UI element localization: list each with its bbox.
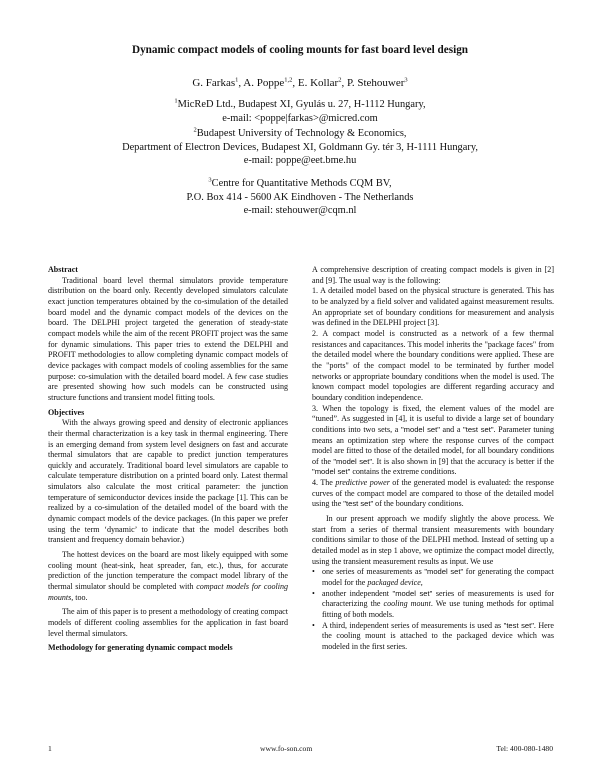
keyword: "model set" <box>312 467 351 477</box>
author-name: P. Stehouwer <box>346 77 405 89</box>
affiliation-email: e-mail: stehouwer@cqm.nl <box>243 205 357 217</box>
bullet-list <box>312 567 554 652</box>
text-run: contains the extreme conditions. <box>350 467 457 477</box>
text-run: The hottest devices on the board are most likely equipped with some cooling mount (heat-sink, heat spreader, fan, etc.), thus, for accurate prediction of the junction temperature the compact model library of the thermal simulator should be completed with <box>48 550 288 592</box>
text-run: 3. When the topology is fixed, the element values of the model are “tuned”. As suggested in [4], it is useful to divide a large set of boundary conditions into two sets, a <box>312 403 554 434</box>
footer-phone: Tel: 400-080-1480 <box>496 744 553 753</box>
affiliation-line: Centre for Quantitative Methods CQM BV, <box>211 178 392 189</box>
author-sup: 3 <box>404 76 408 84</box>
step-3 <box>312 404 554 479</box>
affiliation-email: e-mail: <poppe|farkas>@micred.com <box>222 112 378 124</box>
keyword: "model set" <box>400 424 440 434</box>
intro-paragraph: A comprehensive description of creating compact models is given in [2] and [9]. The usual way is the following: <box>312 265 554 285</box>
text-run: . We use tuning methods for optimal fitting of both models. <box>322 599 554 619</box>
emphasis: packaged device <box>367 578 421 588</box>
affiliation-sup: 2 <box>193 126 197 134</box>
author-line: G. Farkas$^1$, A. Poppe$^{1,2}$, E. Kollar$^2$, P. Stehouwer$^3$ <box>192 76 408 89</box>
bullet-icon: • <box>312 620 315 630</box>
text-run: . It is also shown in [9] that the accuracy is better if the <box>372 456 554 466</box>
text-run: of the generated model is evaluated: the response curves of the compact model are compared to those of the detailed model using the <box>312 478 554 509</box>
affiliation-line: P.O. Box 414 - 5600 AK Eindhoven - The Netherlands <box>186 191 414 203</box>
affiliation-email: e-mail: poppe@eet.bme.hu <box>243 155 357 167</box>
affiliation-1 <box>0 98 600 125</box>
affiliation-line: Budapest University of Technology & Economics, <box>196 128 407 139</box>
affiliation-3 <box>0 177 600 218</box>
keyword: "test set" <box>343 499 374 509</box>
abstract-heading: Abstract <box>48 265 78 274</box>
text-run: for generating the compact model for the <box>322 567 554 588</box>
author-sup: 1,2 <box>284 76 293 84</box>
keyword: "model set" <box>392 588 433 598</box>
bullet-icon: • <box>312 567 315 577</box>
keyword: "model set" <box>424 567 464 577</box>
text-run: . Here the cooling mount is attached to the packaged device which was modeled in the first series. <box>322 620 554 651</box>
emphasis: compact models for cooling mounts <box>48 582 289 602</box>
text-run: and a <box>439 424 464 434</box>
step-4 <box>312 478 554 510</box>
keyword: "model set" <box>333 456 373 466</box>
keyword: "test set" <box>503 620 534 630</box>
author-sup: 2 <box>338 76 342 84</box>
bullet-icon: • <box>312 588 315 598</box>
text-run: 4. The <box>312 478 336 488</box>
author-name: A. Poppe <box>243 77 285 89</box>
step-2: 2. A compact model is constructed as a network of a few thermal resistances and capacitances. This model inherits the "package faces" from the detailed model where the boundary conditions were applied. These are the "ports" of the compact model to be terminated by further model networks or appropriate boundary conditions when the model is used. The known compact model topologies are different regarding accuracy and boundary condition independence. <box>312 328 554 402</box>
affiliation-sup: 1 <box>174 97 178 105</box>
emphasis: predictive power <box>335 478 390 488</box>
objectives-heading: Objectives <box>48 407 85 417</box>
methodology-heading: Methodology for generating dynamic compact models <box>48 643 233 653</box>
author-name: G. Farkas <box>192 77 236 89</box>
affiliation-sup: 3 <box>208 176 212 184</box>
objectives-paragraph: The aim of this paper is to present a methodology of creating compact models of different cooling assemblies for the application in fast board level thermal simulators. <box>48 607 288 638</box>
text-run: of the boundary conditions. <box>373 499 464 509</box>
affiliation-line: Department of Electron Devices, Budapest XI, Goldmann Gy. tér 3, H-1111 Hungary, <box>122 141 478 153</box>
paper-title: Dynamic compact models of cooling mounts for fast board level design <box>131 44 469 56</box>
objectives-paragraph: With the always growing speed and density of electronic appliances their thermal characterization is a key task in thermal engineering. There is an emerging demand from system level designers on fast and accurate thermal simulators that are capable to predict junction temperatures quickly and accurately. Traditional board level simulators are capable to calculate temperature distribution on a printed board only. Latest thermal simulators also calculate the most critical parameter: the junction temperature of semiconductor devices inside the package [1]. This can be realized by a co-simulation of the detailed model of the board with the dynamic compact models of the device packages. (In this paper we prefer using the term ‘dynamic’ to indicate that the model describes both transient and frequency domain behavior.) <box>48 418 288 545</box>
affiliation-2 <box>0 127 600 168</box>
objectives-paragraph <box>48 550 288 603</box>
text-run: , <box>420 578 423 588</box>
text-run: . Parameter tuning means an optimization step where the response curves of the compact model are fitted to those of the detailed model, for all boundary conditions of the <box>312 424 554 466</box>
text-run: series of measurements is used for characterizing the <box>322 588 554 609</box>
text-run: one series of measurements as <box>322 567 425 577</box>
affiliation-line: MicReD Ltd., Budapest XI, Gyulás u. 27, H-1112 Hungary, <box>177 99 426 110</box>
author-name: E. Kollar <box>297 77 339 89</box>
text-run: another independent <box>322 588 393 598</box>
emphasis: cooling mount <box>383 599 431 609</box>
present-paragraph: In our present approach we modify slightly the above process. We start from a series of thermal transient measurements with boundary conditions similar to those of the DELPHI method. Instead of setting up a detailed model as in step 1 above, we optimize the compact model directly, using the transient measurement results as input. We use <box>312 514 554 566</box>
footer-website: www.fo-son.com <box>260 744 313 753</box>
keyword: "test set" <box>463 424 494 434</box>
list-item <box>312 621 554 653</box>
text-run: A third, independent series of measurements is used as <box>322 620 504 630</box>
step-1: 1. A detailed model based on the physical structure is generated. This has to be analyzed by a field solver and validated against measurement results. An appropriate set of boundary conditions for measurement and analysis was defined in the DELPHI project [3]. <box>312 286 554 328</box>
left-column <box>48 265 288 654</box>
right-column <box>312 265 554 653</box>
list-item <box>312 567 554 588</box>
list-item <box>312 589 554 621</box>
author-sup: 1 <box>235 76 239 84</box>
page-number: 1 <box>48 744 52 753</box>
text-run: , too. <box>71 592 88 602</box>
abstract-text: Traditional board level thermal simulators provide temperature distribution on the board only. Recently developed simulators calculate exact junction temperatures obtained by the co-simulation of the detailed board model and the dynamic compact models of the devices on the board. The DELPHI project targeted the generation of steady-state compact models while the aim of the recent PROFIT project was the same for dynamic simulations. This paper tries to extend the DELPHI and PROFIT methodologies to allow completing dynamic compact models of device packages with compact models of cooling assemblies for the same purpose: co-simulation with the detailed board model. A few case studies are presented showing how such models can be constructed using structure functions and transient model fitting tools. <box>48 275 288 402</box>
